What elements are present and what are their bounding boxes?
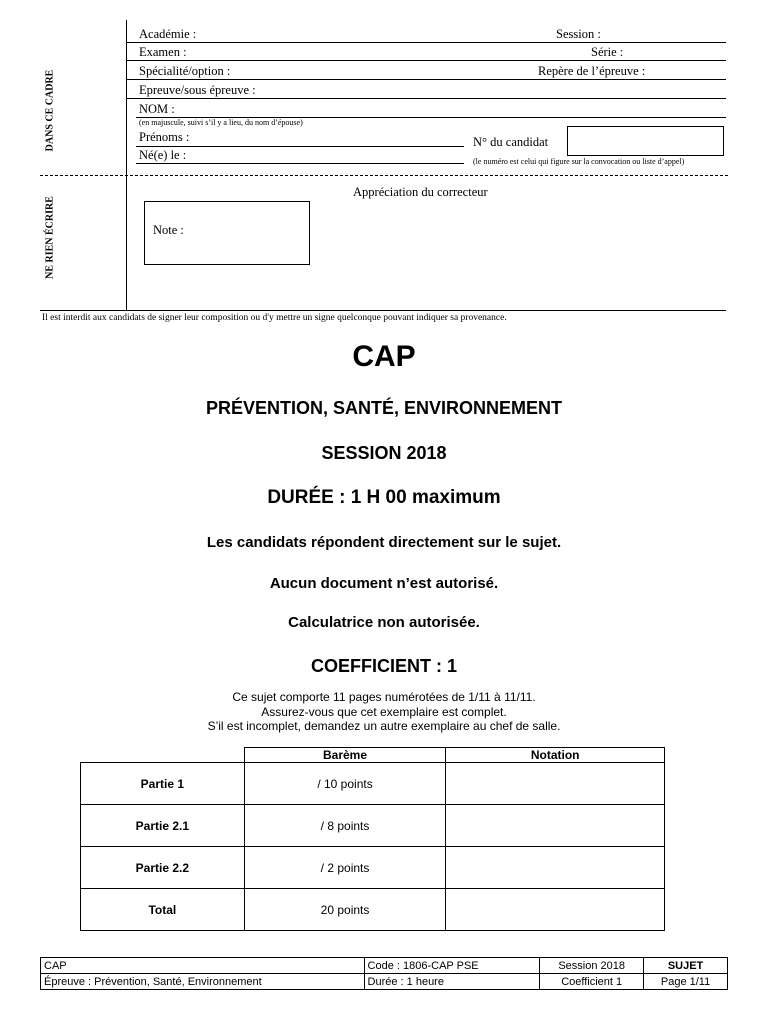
part-label: Partie 2.1 [81, 805, 245, 847]
part-label: Partie 1 [81, 763, 245, 805]
footer-table [40, 957, 728, 990]
rule-direct: Les candidats répondent directement sur le sujet. [206, 534, 562, 551]
notation-cell[interactable] [446, 805, 665, 847]
table-row [81, 889, 665, 931]
academie-label: Académie : [139, 27, 197, 41]
note-label: Note : [153, 223, 184, 237]
part-points: 20 points [244, 889, 446, 931]
rule-document: Aucun document n’est autorisé. [269, 575, 499, 592]
rule-calculator: Calculatrice non autorisée. [288, 614, 480, 631]
exam-type: CAP [352, 340, 416, 373]
exam-subject: PRÉVENTION, SANTÉ, ENVIRONNEMENT [205, 398, 563, 418]
part-points: / 10 points [244, 763, 446, 805]
footer-session: Session 2018 [540, 958, 644, 974]
grading-table [80, 747, 665, 931]
info-complete: Assurez-vous que cet exemplaire est complet. [261, 705, 507, 719]
footer-sujet: SUJET [644, 958, 728, 974]
candidat-label: N° du candidat [473, 135, 549, 149]
frame-vertical-line [126, 20, 127, 310]
table-row [81, 847, 665, 889]
notation-cell[interactable] [446, 847, 665, 889]
serie-label: Série : [591, 45, 624, 59]
examen-label: Examen : [139, 45, 187, 59]
info-pages: Ce sujet comporte 11 pages numérotées de 1/11 à 11/11. [232, 690, 536, 704]
footer-epreuve: Épreuve : Prévention, Santé, Environnement [41, 974, 365, 990]
side-label-bottom: NE RIEN ÉCRIRE [44, 196, 56, 279]
col-notation: Notation [446, 748, 665, 763]
exam-session: SESSION 2018 [321, 443, 447, 463]
nom-note: (en majuscule, suivi s’il y a lieu, du nom d’épouse) [139, 118, 303, 127]
side-label-top: DANS CE CADRE [44, 69, 56, 152]
col-bareme: Barème [244, 748, 446, 763]
part-label: Total [81, 889, 245, 931]
part-points: / 8 points [244, 805, 446, 847]
coefficient: COEFFICIENT : 1 [310, 656, 457, 676]
candidat-number-box[interactable] [567, 126, 724, 156]
part-label: Partie 2.2 [81, 847, 245, 889]
part-points: / 2 points [244, 847, 446, 889]
footer-coefficient: Coefficient 1 [540, 974, 644, 990]
footer-duree: Durée : 1 heure [364, 974, 540, 990]
footer-page: Page 1/11 [644, 974, 728, 990]
disclaimer: Il est interdit aux candidats de signer leur composition ou d'y mettre un signe quelconque pouvant indiquer sa provenance. [42, 313, 507, 323]
naissance-label: Né(e) le : [139, 148, 187, 162]
footer-code: Code : 1806-CAP PSE [364, 958, 540, 974]
session-label: Session : [556, 27, 601, 41]
specialite-label: Spécialité/option : [139, 64, 231, 78]
footer-exam: CAP [41, 958, 365, 974]
repere-label: Repère de l’épreuve : [538, 64, 646, 78]
exam-duration: DURÉE : 1 H 00 maximum [267, 487, 501, 508]
notation-cell[interactable] [446, 889, 665, 931]
table-row [81, 763, 665, 805]
notation-cell[interactable] [446, 763, 665, 805]
epreuve-label: Epreuve/sous épreuve : [139, 83, 256, 97]
prenoms-label: Prénoms : [139, 130, 190, 144]
info-incomplete: S’il est incomplet, demandez un autre exemplaire au chef de salle. [207, 719, 561, 733]
cut-line [40, 175, 728, 176]
nom-label: NOM : [139, 102, 175, 116]
table-row [81, 805, 665, 847]
candidat-note: (le numéro est celui qui figure sur la convocation ou liste d’appel) [473, 157, 685, 166]
appreciation-label: Appréciation du correcteur [353, 185, 488, 199]
